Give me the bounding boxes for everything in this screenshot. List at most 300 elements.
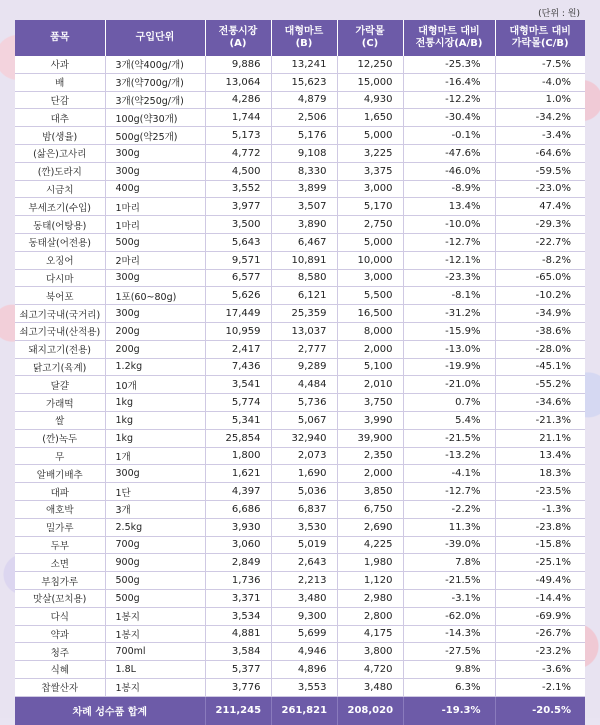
table-row — [15, 643, 585, 661]
large-mart-price: 5,036 — [271, 483, 337, 501]
purchase-unit: 3개(약250g/개) — [105, 91, 205, 109]
garak-vs-mart-ratio: -8.2% — [495, 251, 585, 269]
large-mart-price: 2,213 — [271, 572, 337, 590]
item-name: 다시마 — [15, 269, 105, 287]
item-name: (깐)도라지 — [15, 162, 105, 180]
traditional-market-price: 1,621 — [205, 465, 271, 483]
garak-mall-price: 5,000 — [337, 127, 403, 145]
item-name: 알배기배추 — [15, 465, 105, 483]
header-traditional-market: 전통시장 (A) — [205, 20, 271, 56]
garak-vs-mart-ratio: -34.2% — [495, 109, 585, 127]
garak-vs-mart-ratio: 21.1% — [495, 429, 585, 447]
garak-vs-mart-ratio: -25.1% — [495, 554, 585, 572]
garak-mall-price: 5,000 — [337, 233, 403, 251]
purchase-unit: 1마리 — [105, 198, 205, 216]
purchase-unit: 300g — [105, 144, 205, 162]
purchase-unit: 10개 — [105, 376, 205, 394]
garak-vs-mart-ratio: -55.2% — [495, 376, 585, 394]
garak-mall-price: 4,930 — [337, 91, 403, 109]
purchase-unit: 1.2kg — [105, 358, 205, 376]
market-vs-mart-ratio: -46.0% — [403, 162, 495, 180]
garak-mall-price: 3,850 — [337, 483, 403, 501]
large-mart-price: 4,484 — [271, 376, 337, 394]
large-mart-price: 2,777 — [271, 340, 337, 358]
large-mart-price: 2,643 — [271, 554, 337, 572]
total-large-mart: 261,821 — [271, 696, 337, 725]
item-name: 다식 — [15, 607, 105, 625]
traditional-market-price: 5,626 — [205, 287, 271, 305]
table-row — [15, 340, 585, 358]
market-vs-mart-ratio: 9.8% — [403, 661, 495, 679]
garak-vs-mart-ratio: -15.8% — [495, 536, 585, 554]
market-vs-mart-ratio: -12.1% — [403, 251, 495, 269]
garak-mall-price: 3,750 — [337, 394, 403, 412]
total-row — [15, 696, 585, 725]
market-vs-mart-ratio: -14.3% — [403, 625, 495, 643]
item-name: 애호박 — [15, 500, 105, 518]
traditional-market-price: 5,377 — [205, 661, 271, 679]
traditional-market-price: 25,854 — [205, 429, 271, 447]
large-mart-price: 13,037 — [271, 322, 337, 340]
item-name: 쇠고기국내(산적용) — [15, 322, 105, 340]
item-name: 밀가루 — [15, 518, 105, 536]
purchase-unit: 1단 — [105, 483, 205, 501]
purchase-unit: 1kg — [105, 411, 205, 429]
item-name: 맛살(꼬치용) — [15, 589, 105, 607]
large-mart-price: 13,241 — [271, 56, 337, 73]
table-row — [15, 233, 585, 251]
traditional-market-price: 6,577 — [205, 269, 271, 287]
purchase-unit: 300g — [105, 162, 205, 180]
traditional-market-price: 13,064 — [205, 73, 271, 91]
traditional-market-price: 2,417 — [205, 340, 271, 358]
table-row — [15, 73, 585, 91]
item-name: 약과 — [15, 625, 105, 643]
market-vs-mart-ratio: -3.1% — [403, 589, 495, 607]
market-vs-mart-ratio: 0.7% — [403, 394, 495, 412]
large-mart-price: 25,359 — [271, 305, 337, 323]
table-row — [15, 483, 585, 501]
header-large-mart: 대형마트 (B) — [271, 20, 337, 56]
large-mart-price: 6,837 — [271, 500, 337, 518]
table-row — [15, 429, 585, 447]
purchase-unit: 700ml — [105, 643, 205, 661]
garak-vs-mart-ratio: -22.7% — [495, 233, 585, 251]
garak-vs-mart-ratio: -34.9% — [495, 305, 585, 323]
total-traditional-market: 211,245 — [205, 696, 271, 725]
garak-vs-mart-ratio: -34.6% — [495, 394, 585, 412]
market-vs-mart-ratio: -21.0% — [403, 376, 495, 394]
table-row — [15, 287, 585, 305]
header-item: 품목 — [15, 20, 105, 56]
large-mart-price: 8,330 — [271, 162, 337, 180]
market-vs-mart-ratio: -62.0% — [403, 607, 495, 625]
table-row — [15, 536, 585, 554]
traditional-market-price: 3,584 — [205, 643, 271, 661]
market-vs-mart-ratio: -0.1% — [403, 127, 495, 145]
large-mart-price: 4,879 — [271, 91, 337, 109]
header-garak-mall: 가락몰 (C) — [337, 20, 403, 56]
market-vs-mart-ratio: 11.3% — [403, 518, 495, 536]
large-mart-price: 5,019 — [271, 536, 337, 554]
large-mart-price: 3,507 — [271, 198, 337, 216]
garak-mall-price: 12,250 — [337, 56, 403, 73]
traditional-market-price: 4,397 — [205, 483, 271, 501]
market-vs-mart-ratio: -25.3% — [403, 56, 495, 73]
large-mart-price: 8,580 — [271, 269, 337, 287]
item-name: 대추 — [15, 109, 105, 127]
item-name: (깐)녹두 — [15, 429, 105, 447]
traditional-market-price: 7,436 — [205, 358, 271, 376]
market-vs-mart-ratio: -31.2% — [403, 305, 495, 323]
garak-vs-mart-ratio: 47.4% — [495, 198, 585, 216]
traditional-market-price: 6,686 — [205, 500, 271, 518]
traditional-market-price: 10,959 — [205, 322, 271, 340]
purchase-unit: 300g — [105, 269, 205, 287]
market-vs-mart-ratio: -10.0% — [403, 216, 495, 234]
table-row — [15, 554, 585, 572]
garak-mall-price: 2,980 — [337, 589, 403, 607]
purchase-unit: 2마리 — [105, 251, 205, 269]
garak-vs-mart-ratio: -23.0% — [495, 180, 585, 198]
garak-mall-price: 2,000 — [337, 465, 403, 483]
table-row — [15, 500, 585, 518]
purchase-unit: 2.5kg — [105, 518, 205, 536]
item-name: 북어포 — [15, 287, 105, 305]
table-row — [15, 465, 585, 483]
table-row — [15, 216, 585, 234]
garak-vs-mart-ratio: -7.5% — [495, 56, 585, 73]
total-market-vs-mart: -19.3% — [403, 696, 495, 725]
large-mart-price: 15,623 — [271, 73, 337, 91]
purchase-unit: 1포(60~80g) — [105, 287, 205, 305]
traditional-market-price: 4,286 — [205, 91, 271, 109]
header-row — [15, 20, 585, 56]
purchase-unit: 1봉지 — [105, 678, 205, 696]
garak-mall-price: 15,000 — [337, 73, 403, 91]
market-vs-mart-ratio: -23.3% — [403, 269, 495, 287]
item-name: 부침가루 — [15, 572, 105, 590]
garak-mall-price: 5,100 — [337, 358, 403, 376]
item-name: 식혜 — [15, 661, 105, 679]
purchase-unit: 500g — [105, 233, 205, 251]
item-name: 가래떡 — [15, 394, 105, 412]
item-name: 대파 — [15, 483, 105, 501]
large-mart-price: 4,946 — [271, 643, 337, 661]
unit-note: (단위 : 원) — [538, 9, 580, 19]
large-mart-price: 3,530 — [271, 518, 337, 536]
table-row — [15, 180, 585, 198]
purchase-unit: 1kg — [105, 394, 205, 412]
market-vs-mart-ratio: -13.2% — [403, 447, 495, 465]
large-mart-price: 9,289 — [271, 358, 337, 376]
traditional-market-price: 2,849 — [205, 554, 271, 572]
market-vs-mart-ratio: 7.8% — [403, 554, 495, 572]
garak-mall-price: 2,750 — [337, 216, 403, 234]
large-mart-price: 6,467 — [271, 233, 337, 251]
table-row — [15, 394, 585, 412]
purchase-unit: 300g — [105, 305, 205, 323]
market-vs-mart-ratio: -4.1% — [403, 465, 495, 483]
garak-vs-mart-ratio: -2.1% — [495, 678, 585, 696]
garak-mall-price: 2,800 — [337, 607, 403, 625]
market-vs-mart-ratio: -8.9% — [403, 180, 495, 198]
garak-mall-price: 3,000 — [337, 269, 403, 287]
traditional-market-price: 3,534 — [205, 607, 271, 625]
item-name: (삶은)고사리 — [15, 144, 105, 162]
large-mart-price: 10,891 — [271, 251, 337, 269]
price-comparison-card — [15, 20, 585, 719]
large-mart-price: 5,067 — [271, 411, 337, 429]
traditional-market-price: 4,881 — [205, 625, 271, 643]
table-row — [15, 198, 585, 216]
garak-mall-price: 4,175 — [337, 625, 403, 643]
large-mart-price: 32,940 — [271, 429, 337, 447]
market-vs-mart-ratio: 5.4% — [403, 411, 495, 429]
market-vs-mart-ratio: 6.3% — [403, 678, 495, 696]
traditional-market-price: 4,772 — [205, 144, 271, 162]
table-row — [15, 358, 585, 376]
traditional-market-price: 3,552 — [205, 180, 271, 198]
item-name: 달걀 — [15, 376, 105, 394]
purchase-unit: 100g(약30개) — [105, 109, 205, 127]
garak-vs-mart-ratio: -28.0% — [495, 340, 585, 358]
item-name: 밤(생율) — [15, 127, 105, 145]
large-mart-price: 9,300 — [271, 607, 337, 625]
table-row — [15, 269, 585, 287]
garak-mall-price: 3,000 — [337, 180, 403, 198]
purchase-unit: 900g — [105, 554, 205, 572]
market-vs-mart-ratio: -12.7% — [403, 483, 495, 501]
large-mart-price: 2,506 — [271, 109, 337, 127]
traditional-market-price: 3,776 — [205, 678, 271, 696]
garak-vs-mart-ratio: -59.5% — [495, 162, 585, 180]
item-name: 찹쌀산자 — [15, 678, 105, 696]
item-name: 배 — [15, 73, 105, 91]
purchase-unit: 1마리 — [105, 216, 205, 234]
garak-mall-price: 5,170 — [337, 198, 403, 216]
traditional-market-price: 9,571 — [205, 251, 271, 269]
table-row — [15, 589, 585, 607]
purchase-unit: 1kg — [105, 429, 205, 447]
traditional-market-price: 3,541 — [205, 376, 271, 394]
header-market-vs-mart: 대형마트 대비 전통시장(A/B) — [403, 20, 495, 56]
market-vs-mart-ratio: -15.9% — [403, 322, 495, 340]
large-mart-price: 5,176 — [271, 127, 337, 145]
item-name: 쌀 — [15, 411, 105, 429]
purchase-unit: 300g — [105, 465, 205, 483]
traditional-market-price: 3,930 — [205, 518, 271, 536]
item-name: 닭고기(육계) — [15, 358, 105, 376]
garak-mall-price: 2,010 — [337, 376, 403, 394]
garak-mall-price: 4,225 — [337, 536, 403, 554]
market-vs-mart-ratio: -16.4% — [403, 73, 495, 91]
table-row — [15, 322, 585, 340]
traditional-market-price: 1,744 — [205, 109, 271, 127]
table-row — [15, 661, 585, 679]
market-vs-mart-ratio: -27.5% — [403, 643, 495, 661]
large-mart-price: 4,896 — [271, 661, 337, 679]
garak-vs-mart-ratio: -23.2% — [495, 643, 585, 661]
traditional-market-price: 1,736 — [205, 572, 271, 590]
table-row — [15, 376, 585, 394]
market-vs-mart-ratio: -21.5% — [403, 572, 495, 590]
traditional-market-price: 3,371 — [205, 589, 271, 607]
market-vs-mart-ratio: -2.2% — [403, 500, 495, 518]
garak-mall-price: 10,000 — [337, 251, 403, 269]
header-purchase-unit: 구입단위 — [105, 20, 205, 56]
traditional-market-price: 5,774 — [205, 394, 271, 412]
market-vs-mart-ratio: -19.9% — [403, 358, 495, 376]
large-mart-price: 1,690 — [271, 465, 337, 483]
table-row — [15, 56, 585, 73]
large-mart-price: 3,890 — [271, 216, 337, 234]
purchase-unit: 3개 — [105, 500, 205, 518]
item-name: 소면 — [15, 554, 105, 572]
table-row — [15, 607, 585, 625]
market-vs-mart-ratio: -21.5% — [403, 429, 495, 447]
item-name: 쇠고기국내(국거리) — [15, 305, 105, 323]
garak-vs-mart-ratio: -45.1% — [495, 358, 585, 376]
purchase-unit: 500g — [105, 589, 205, 607]
purchase-unit: 1개 — [105, 447, 205, 465]
purchase-unit: 400g — [105, 180, 205, 198]
purchase-unit: 1봉지 — [105, 607, 205, 625]
table-row — [15, 518, 585, 536]
table-row — [15, 109, 585, 127]
traditional-market-price: 5,341 — [205, 411, 271, 429]
large-mart-price: 3,553 — [271, 678, 337, 696]
garak-mall-price: 8,000 — [337, 322, 403, 340]
market-vs-mart-ratio: -47.6% — [403, 144, 495, 162]
garak-mall-price: 3,225 — [337, 144, 403, 162]
garak-mall-price: 39,900 — [337, 429, 403, 447]
item-name: 무 — [15, 447, 105, 465]
garak-vs-mart-ratio: -64.6% — [495, 144, 585, 162]
garak-vs-mart-ratio: -26.7% — [495, 625, 585, 643]
item-name: 청주 — [15, 643, 105, 661]
large-mart-price: 3,480 — [271, 589, 337, 607]
purchase-unit: 200g — [105, 322, 205, 340]
traditional-market-price: 4,500 — [205, 162, 271, 180]
purchase-unit: 700g — [105, 536, 205, 554]
purchase-unit: 500g — [105, 572, 205, 590]
item-name: 사과 — [15, 56, 105, 73]
table-row — [15, 572, 585, 590]
total-garak-vs-mart: -20.5% — [495, 696, 585, 725]
garak-vs-mart-ratio: -23.8% — [495, 518, 585, 536]
market-vs-mart-ratio: -30.4% — [403, 109, 495, 127]
large-mart-price: 6,121 — [271, 287, 337, 305]
table-row — [15, 251, 585, 269]
market-vs-mart-ratio: -12.2% — [403, 91, 495, 109]
garak-mall-price: 4,720 — [337, 661, 403, 679]
garak-vs-mart-ratio: -29.3% — [495, 216, 585, 234]
traditional-market-price: 3,060 — [205, 536, 271, 554]
table-row — [15, 625, 585, 643]
item-name: 오징어 — [15, 251, 105, 269]
garak-vs-mart-ratio: -21.3% — [495, 411, 585, 429]
market-vs-mart-ratio: -8.1% — [403, 287, 495, 305]
traditional-market-price: 3,500 — [205, 216, 271, 234]
garak-mall-price: 2,350 — [337, 447, 403, 465]
traditional-market-price: 17,449 — [205, 305, 271, 323]
table-row — [15, 127, 585, 145]
table-footer — [15, 696, 585, 725]
garak-mall-price: 1,120 — [337, 572, 403, 590]
garak-vs-mart-ratio: -10.2% — [495, 287, 585, 305]
garak-vs-mart-ratio: -49.4% — [495, 572, 585, 590]
price-comparison-table — [15, 20, 585, 725]
table-row — [15, 162, 585, 180]
table-header — [15, 20, 585, 56]
item-name: 동태(어탕용) — [15, 216, 105, 234]
purchase-unit: 3개(약400g/개) — [105, 56, 205, 73]
large-mart-price: 5,736 — [271, 394, 337, 412]
header-garak-vs-mart: 대형마트 대비 가락몰(C/B) — [495, 20, 585, 56]
garak-vs-mart-ratio: -69.9% — [495, 607, 585, 625]
market-vs-mart-ratio: -12.7% — [403, 233, 495, 251]
garak-vs-mart-ratio: -1.3% — [495, 500, 585, 518]
garak-vs-mart-ratio: -65.0% — [495, 269, 585, 287]
traditional-market-price: 1,800 — [205, 447, 271, 465]
garak-mall-price: 1,650 — [337, 109, 403, 127]
garak-mall-price: 6,750 — [337, 500, 403, 518]
garak-vs-mart-ratio: 18.3% — [495, 465, 585, 483]
purchase-unit: 1.8L — [105, 661, 205, 679]
garak-vs-mart-ratio: -3.6% — [495, 661, 585, 679]
large-mart-price: 3,899 — [271, 180, 337, 198]
large-mart-price: 9,108 — [271, 144, 337, 162]
garak-vs-mart-ratio: -3.4% — [495, 127, 585, 145]
garak-mall-price: 3,990 — [337, 411, 403, 429]
garak-mall-price: 16,500 — [337, 305, 403, 323]
purchase-unit: 500g(약25개) — [105, 127, 205, 145]
garak-vs-mart-ratio: 1.0% — [495, 91, 585, 109]
garak-vs-mart-ratio: -38.6% — [495, 322, 585, 340]
table-row — [15, 305, 585, 323]
table-body — [15, 56, 585, 696]
large-mart-price: 2,073 — [271, 447, 337, 465]
garak-vs-mart-ratio: -4.0% — [495, 73, 585, 91]
market-vs-mart-ratio: -13.0% — [403, 340, 495, 358]
large-mart-price: 5,699 — [271, 625, 337, 643]
item-name: 동태살(어전용) — [15, 233, 105, 251]
garak-vs-mart-ratio: -23.5% — [495, 483, 585, 501]
garak-mall-price: 5,500 — [337, 287, 403, 305]
purchase-unit: 200g — [105, 340, 205, 358]
garak-mall-price: 3,800 — [337, 643, 403, 661]
traditional-market-price: 9,886 — [205, 56, 271, 73]
table-row — [15, 678, 585, 696]
item-name: 부세조기(수입) — [15, 198, 105, 216]
market-vs-mart-ratio: 13.4% — [403, 198, 495, 216]
table-row — [15, 447, 585, 465]
garak-mall-price: 2,690 — [337, 518, 403, 536]
item-name: 시금치 — [15, 180, 105, 198]
garak-mall-price: 2,000 — [337, 340, 403, 358]
traditional-market-price: 3,977 — [205, 198, 271, 216]
traditional-market-price: 5,643 — [205, 233, 271, 251]
table-row — [15, 411, 585, 429]
garak-mall-price: 3,375 — [337, 162, 403, 180]
garak-vs-mart-ratio: 13.4% — [495, 447, 585, 465]
table-row — [15, 144, 585, 162]
purchase-unit: 3개(약700g/개) — [105, 73, 205, 91]
total-garak-mall: 208,020 — [337, 696, 403, 725]
total-label: 차례 성수품 합계 — [15, 696, 205, 725]
traditional-market-price: 5,173 — [205, 127, 271, 145]
